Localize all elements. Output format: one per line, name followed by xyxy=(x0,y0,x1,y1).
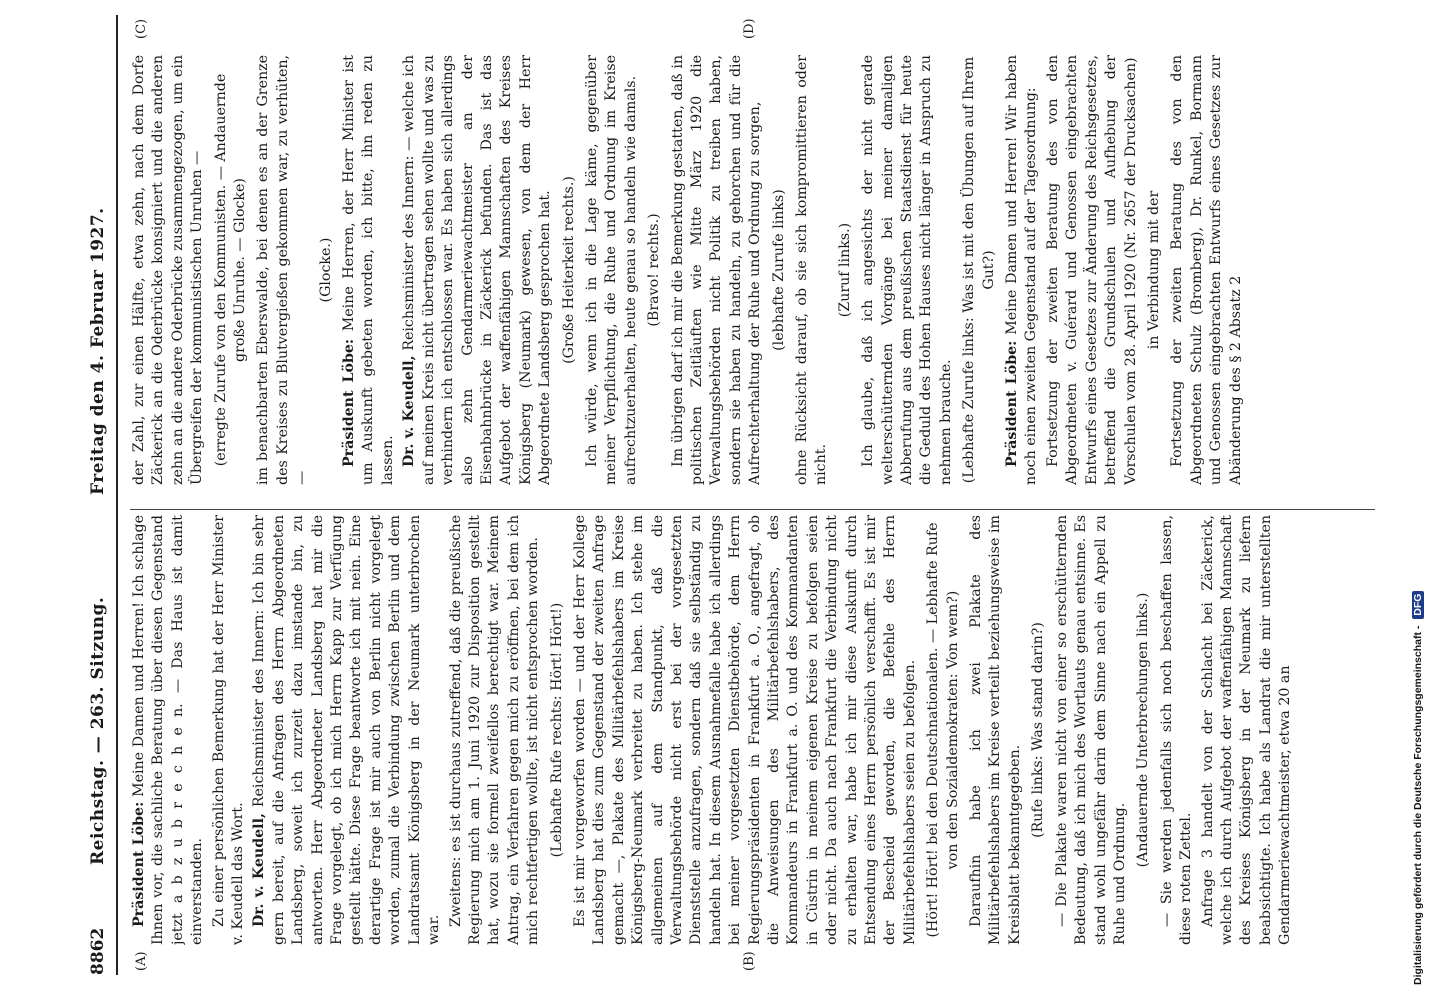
interjection xyxy=(960,55,999,485)
paragraph-text: (Lebhafte Zurufe links: Was ist mit den Übungen auf Ihrem Gut?) xyxy=(961,56,997,484)
paragraph-text: Anfrage 3 handelt von der Schlacht bei Zäckerick, welche ich durch Aufgebot der waffenfähigen Mannschaft des Kreises Königsberg in der Neumark zu liefern beabsichtigte. Ich habe als Landrat die mir unterstellten Gendarmeriewachtmeister, etwa 20 an xyxy=(1199,515,1294,945)
speaker-name: Präsident Löbe: xyxy=(131,801,147,927)
paragraph-text: — Sie werden jedenfalls sich noch beschaffen lassen, diese roten Zettel. xyxy=(1158,515,1195,945)
speaker-name: Dr. v. Keudell, xyxy=(401,355,418,467)
paragraph-text: ohne Rücksicht darauf, ob sie sich kompromittieren oder nicht. xyxy=(794,55,830,485)
side-note-text: Digitalisierung gefördert durch die Deutsche Forschungsgemeinschaft - xyxy=(1412,625,1424,985)
paragraph-text: Reichsminister des Innern: Ich bin sehr gern bereit, auf die Anfragen des Herrn Abgeordneten Landsberg, soweit ich zurzeit dazu imstande bin, zu antworten. Herr Abgeordneter Landsberg hat mir die Frage vorgelegt, ob ich mich Herrn Kapp zur Verfügung gestellt hätte. Diese Frage beantworte ich mit nein. Eine derartige Frage ist mir auch von Berlin nicht vorgelegt worden, zumal die Verbindung zwischen Berlin und dem Landratsamt Königsberg in der Neumark unterbrochen war. xyxy=(251,515,443,945)
paragraph-text: Im übrigen darf ich mir die Bemerkung gestatten, daß in politischen Zeitläuften wie Mitte März 1920 die Verwaltungsbehörden nicht Politik zu treiben haben, sondern sie haben zu handeln, zu gehorchen und für die Aufrechterhaltung der Ruhe und Ordnung zu sorgen, xyxy=(669,55,764,485)
paragraph xyxy=(669,55,766,485)
paragraph-continued xyxy=(130,55,208,485)
paragraph xyxy=(1158,515,1197,945)
paragraph xyxy=(583,55,641,485)
running-header xyxy=(82,15,122,975)
paragraph-text: Fortsetzung der zweiten Beratung des von den Abgeordneten v. Guérard und Genossen eingebrachten Entwurfs eines Gesetzes zur Änderung des Reichsgesetzes, betreffend die Grundschulen und Aufhebung der Vorschulen vom 28. April 1920 (Nr. 2657 der Drucksachen) xyxy=(1044,55,1139,485)
paragraph xyxy=(210,515,249,945)
margin-mark-b: (B) xyxy=(742,951,757,971)
column-divider xyxy=(130,509,1375,510)
paragraph-text: (Rufe links: Was stand darin?) xyxy=(1030,622,1047,838)
rotated-page-content xyxy=(2,15,1392,975)
paragraph-text: (Andauernde Unterbrechungen links.) xyxy=(1135,592,1152,868)
paragraph-text: Reichsminister des Innern: — welche ich auf meinen Kreis nicht übertragen sehen wollte und was zu verhindern ich entschlossen war. Es haben sich allerdings also zehn Gendarmeriewachtmeister an der Eisenbahnbrücke in Zäckerick befunden. Das ist das Aufgebot der waffenfähigen Mannschaften des Kreises Königsberg (Neumark) gewesen, von dem der Herr Abgeordnete Landsberg gesprochen hat. xyxy=(401,55,554,485)
paragraph xyxy=(571,515,920,945)
paragraph xyxy=(1168,55,1246,485)
right-column xyxy=(130,55,1375,485)
interjection xyxy=(212,55,251,485)
paragraph-text: (Lebhafte Rufe rechts: Hört! Hört!) xyxy=(548,602,565,858)
paragraph-text: (erregte Zurufe von den Kommunisten. — Andauernde große Unruhe. — Glocke) xyxy=(212,73,249,467)
paragraph-continued xyxy=(254,55,312,485)
paragraph xyxy=(130,515,208,945)
interjection xyxy=(560,55,579,485)
paragraph-text: Ich glaube, daß ich angesichts der nicht gerade welterschütternden Vorgänge bei meiner damaligen Abberufung aus dem preußischen Staatsdienst für heute die Geduld des Hohen Hauses nicht länger in Anspruch zu nehmen brauche. xyxy=(860,55,954,485)
interjection xyxy=(1145,55,1164,485)
paragraph-text: (Zuruf links.) xyxy=(836,222,853,318)
paragraph-continued xyxy=(793,55,832,485)
interjection xyxy=(770,55,789,485)
dfg-logo: DFG xyxy=(1412,591,1424,619)
paragraph xyxy=(1003,55,1042,485)
paragraph-text: im benachbarten Eberswalde, bei denen es an der Grenze des Kreises zu Blutvergießen gekommen war, zu verhüten, — xyxy=(255,55,311,485)
interjection xyxy=(645,55,664,485)
paragraph xyxy=(400,55,555,485)
speaker-name: Präsident Löbe: xyxy=(341,338,358,467)
speaker-name: Präsident Löbe: xyxy=(1004,340,1021,467)
interjection xyxy=(317,55,336,485)
interjection xyxy=(1134,515,1153,945)
paragraph-text: Es ist mir vorgeworfen worden — und der Herr Kollege Landsberg hat dies zum Gegenstand der zweiten Anfrage gemacht —, Plakate des Militärbefehlshabers im Kreise Königsberg-Neumark verbreitet zu haben. Ich stehe im allgemeinen auf dem Standpunkt, daß die Verwaltungsbehörde nicht erst bei der vorgesetzten Dienststelle anzufragen, sondern daß sie selbständig zu handeln hat. In diesem Ausnahmefalle habe ich allerdings bei meiner vorgesetzten Dienstbehörde, dem Herrn Regierungspräsidenten in Frankfurt a. O., angefragt, ob die Anweisungen des Militärbefehlshabers, des Kommandeurs in Frankfurt a. O. und des Kommandanten in Cüstrin in meinem eigenen Kreise zu befolgen seien oder nicht. Da auch nach Frankfurt die Verbindung nicht zu erhalten war, habe ich mir diese Auskunft durch Entsendung eines Herrn persönlich verschafft. Es ist mir der Bescheid geworden, die Befehle des Herrn Militärbefehlshabers seien zu befolgen. xyxy=(571,515,918,945)
paragraph-text: — Die Plakate waren nicht von einer so erschütternden Bedeutung, daß ich mich des Wortlauts genau entsinne. Es stand wohl ungefähr darin dem Sinne nach ein Appell zu Ruhe und Ordnung. xyxy=(1053,515,1128,945)
paragraph-text: (Große Heiterkeit rechts.) xyxy=(560,176,577,364)
paragraph-text: (Glocke.) xyxy=(317,237,334,303)
header-left-title: Reichstag. — 263. Sitzung. xyxy=(88,596,108,865)
interjection xyxy=(1029,515,1048,945)
interjection xyxy=(836,55,855,485)
interjection xyxy=(924,515,963,945)
paragraph xyxy=(1199,515,1296,945)
paragraph xyxy=(1053,515,1131,945)
page-number: 8862 xyxy=(88,927,108,975)
paragraph-text: Ich würde, wenn ich in die Lage käme, gegenüber meiner Verpflichtung, die Ruhe und Ordnung im Kreise aufrechtzuerhalten, heute genau so handeln wie damals. xyxy=(583,55,639,485)
paragraph xyxy=(1044,55,1141,485)
paragraph xyxy=(447,515,544,945)
paragraph-text: Meine Herren, der Herr Minister ist um Auskunft gebeten worden, ich bitte, ihn reden zu lassen. xyxy=(341,55,396,485)
paragraph-text: der Zahl, zur einen Hälfte, etwa zehn, nach dem Dorfe Zäckerick an die Oderbrücke konsigniert und die anderen zehn an die andere Oderbrücke zusammengezogen, um ein Übergreifen der kommunistischen Unruhen — xyxy=(131,55,206,485)
paragraph-text: (Hört! Hört! bei den Deutschnationalen. — Lebhafte Rufe von den Sozialdemokraten: Von wem?) xyxy=(925,522,961,938)
paragraph-text: Zweitens: es ist durchaus zutreffend, daß die preußische Regierung mich am 1. Juni 1920 zur Disposition gestellt hat, wozu sie formell zweifellos berechtigt war. Meinem Antrag, ein Verfahren gegen mich zu eröffnen, bei dem ich mich rechtfertigen wollte, ist nicht entsprochen worden. xyxy=(447,515,542,945)
margin-mark-c: (C) xyxy=(134,18,149,39)
speaker-name: Dr. v. Keudell, xyxy=(251,813,268,927)
paragraph-text: Daraufhin habe ich zwei Plakate des Militärbefehlshabers im Kreise verteilt beziehungsweise im Kreisblatt bekanntgegeben. xyxy=(968,515,1023,945)
header-right-title: Freitag den 4. Februar 1927. xyxy=(88,207,108,495)
paragraph-text: Zu einer persönlichen Bemerkung hat der Herr Minister v. Keudell das Wort. xyxy=(210,515,247,945)
margin-mark-d: (D) xyxy=(742,18,757,39)
paragraph-text: in Verbindung mit der xyxy=(1145,190,1162,350)
paragraph-text: (Bravo! rechts.) xyxy=(646,213,663,327)
paragraph-text: Fortsetzung der zweiten Beratung des von den Abgeordneten Schulz (Bromberg), Dr. Runkel, Bormann und Genossen eingebrachten Entwurfs eines Gesetzes zur Abänderung des § 2 Absatz 2 xyxy=(1169,55,1244,485)
side-note xyxy=(1410,10,1430,990)
paragraph xyxy=(340,55,398,485)
paragraph-text: Meine Damen und Herren! Ich schlage Ihnen vor, die sachliche Beratung über diesen Gegenstand jetzt a b z u b r e c h e n. — Das Haus ist damit einverstanden. xyxy=(131,515,206,945)
interjection xyxy=(548,515,567,945)
paragraph-text: (lebhafte Zurufe links) xyxy=(770,189,787,351)
paragraph xyxy=(859,55,956,485)
header-rule xyxy=(116,15,118,975)
paragraph xyxy=(250,515,444,945)
paragraph xyxy=(967,515,1025,945)
margin-mark-a: (A) xyxy=(134,951,149,971)
left-column xyxy=(130,515,1375,945)
paragraph-text: Meine Damen und Herren! Wir haben noch einen zweiten Gegenstand auf der Tagesordnung: xyxy=(1004,55,1040,485)
